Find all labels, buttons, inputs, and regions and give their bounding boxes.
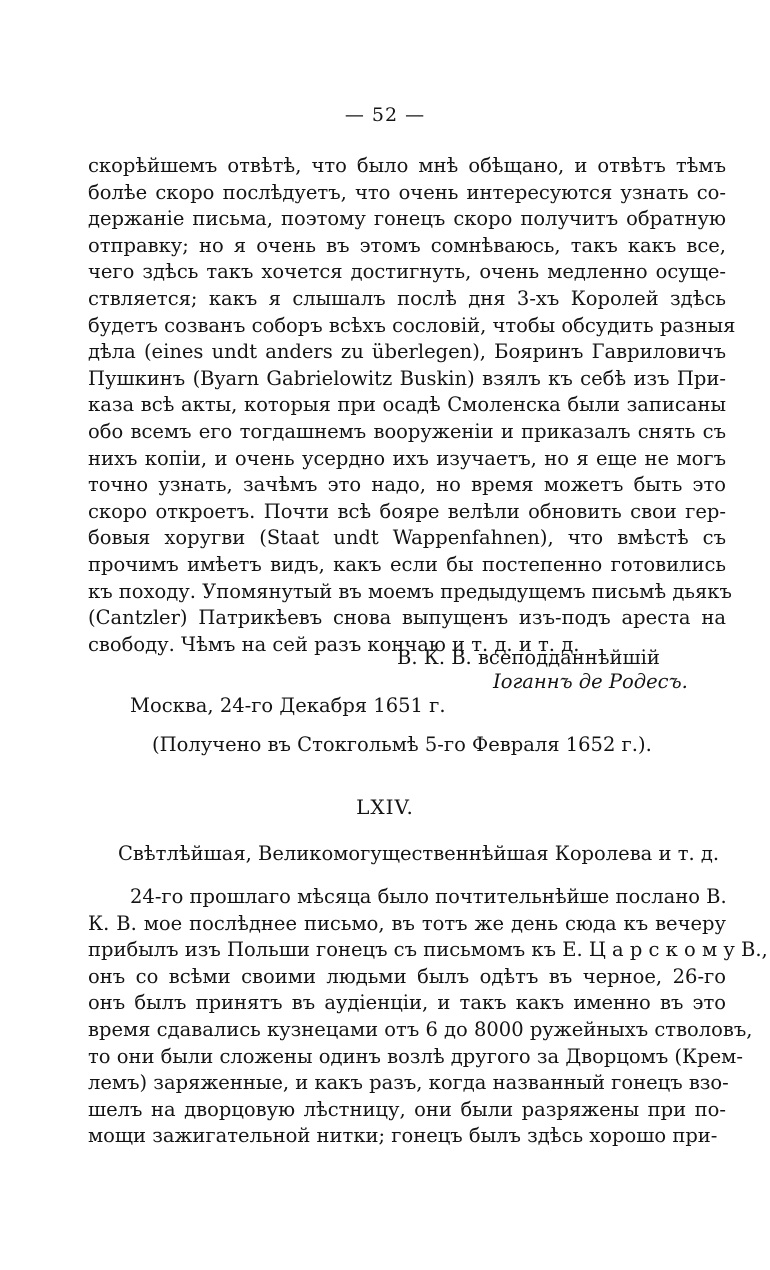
text-line: къ походу. Упомянутый въ моемъ предыдущемъ письмѣ дьякъ xyxy=(88,579,732,603)
text-line: мощи зажигательной нитки; гонецъ былъ здѣсь хорошо при- xyxy=(88,1124,718,1148)
text-line: обо всемъ его тогдашнемъ вооруженіи и приказалъ снять съ xyxy=(88,419,726,443)
text-line: отправку; но я очень въ этомъ сомнѣваюсь, такъ какъ все, xyxy=(88,233,726,257)
text-line: то они были сложены одинъ возлѣ другого за Дворцомъ (Крем- xyxy=(88,1044,743,1068)
paragraph-letter-body xyxy=(88,153,736,658)
text-line: прибылъ изъ Польши гонецъ съ письмомъ къ Е. Ц а р с к о м у В., xyxy=(88,938,768,962)
place-date: Москва, 24-го Декабря 1651 г. xyxy=(130,694,446,717)
text-line: дѣла (eines undt anders zu überlegen), Бояринъ Гавриловичъ xyxy=(88,340,726,364)
text-line: лемъ) заряженные, и какъ разъ, когда названный гонецъ взо- xyxy=(88,1071,729,1095)
text-line: точно узнать, зачѣмъ это надо, но время можетъ быть это xyxy=(88,473,726,497)
text-line: онъ былъ принятъ въ аудіенціи, и такъ какъ именно въ это xyxy=(88,991,726,1015)
salutation: Свѣтлѣйшая, Великомогущественнѣйшая Королева и т. д. xyxy=(118,842,720,865)
signature: Іоганнъ де Родесъ. xyxy=(493,670,688,693)
received-note: (Получено въ Стокгольмѣ 5-го Февраля 1652 г.). xyxy=(152,733,652,756)
text-line: свободу. Чѣмъ на сей разъ кончаю и т. д. и т. д. xyxy=(88,632,580,656)
text-line: каза всѣ акты, которыя при осадѣ Смоленска были записаны xyxy=(88,393,726,417)
text-line: болѣе скоро послѣдуетъ, что очень интересуются узнать со- xyxy=(88,180,726,204)
text-line: шелъ на дворцовую лѣстницу, они были разряжены при по- xyxy=(88,1097,726,1121)
text-line: время сдавались кузнецами отъ 6 до 8000 ружейныхъ стволовъ, xyxy=(88,1017,753,1041)
text-line: держаніе письма, поэтому гонецъ скоро получитъ обратную xyxy=(88,207,726,231)
paragraph-letter-opening xyxy=(88,884,768,1150)
text-line: чего здѣсь такъ хочется достигнуть, очень медленно осуще- xyxy=(88,260,726,284)
text-line: ствляется; какъ я слышалъ послѣ дня 3-хъ Королей здѣсь xyxy=(88,286,726,310)
text-line: прочимъ имѣетъ видъ, какъ если бы постепенно готовились xyxy=(88,552,726,576)
text-line: бовыя хоругви (Staat undt Wappenfahnen), что вмѣстѣ съ xyxy=(88,526,726,550)
text-line: онъ со всѣми своими людьми былъ одѣтъ въ черное, 26-го xyxy=(88,964,726,988)
page-number: — 52 — xyxy=(344,104,426,126)
text-line: будетъ созванъ соборъ всѣхъ сословій, чтобы обсудить разныя xyxy=(88,313,736,337)
text-line: К. В. мое послѣднее письмо, въ тотъ же день сюда къ вечеру xyxy=(88,911,726,935)
text-line: (Cantzler) Патрикѣевъ снова выпущенъ изъ-подъ ареста на xyxy=(88,606,726,630)
text-line: 24-го прошлаго мѣсяца было почтительнѣйше послано В. xyxy=(130,885,727,908)
section-number: LXIV. xyxy=(356,795,414,819)
text-line: Пушкинъ (Byarn Gabrielowitz Buskin) взялъ къ себѣ изъ При- xyxy=(88,366,726,390)
text-line: скоро откроетъ. Почти всѣ бояре велѣли обновить свои гер- xyxy=(88,499,726,523)
closing-formula: В. К. В. всеподданнѣйшій xyxy=(397,646,660,669)
text-line: нихъ копіи, и очень усердно ихъ изучаетъ, но я еще не могъ xyxy=(88,446,726,470)
text-line: скорѣйшемъ отвѣтѣ, что было мнѣ обѣщано, и отвѣтъ тѣмъ xyxy=(88,154,726,177)
